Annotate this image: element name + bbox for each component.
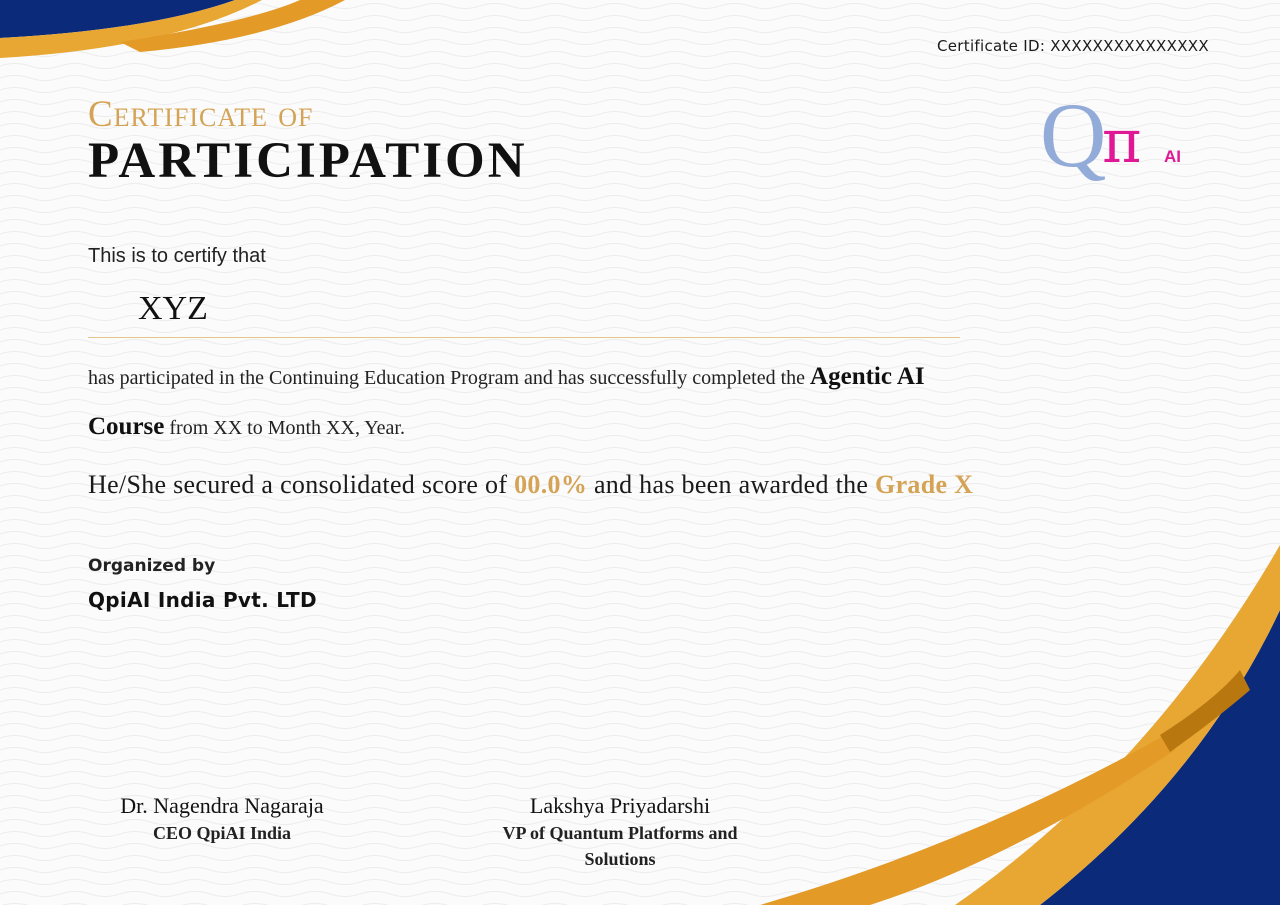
qpiai-logo xyxy=(1040,86,1200,186)
logo-q-letter: Q xyxy=(1040,86,1107,186)
recipient-name: XYZ xyxy=(138,290,208,327)
certify-text: This is to certify that xyxy=(88,245,266,267)
course-date-text: from XX to Month XX, Year. xyxy=(169,417,405,439)
score-text-middle: and has been awarded the xyxy=(593,470,869,499)
signatory-1-title: CEO QpiAI India xyxy=(152,823,292,843)
signatory-2-name: Lakshya Priyadarshi xyxy=(529,793,711,818)
bottom-right-ribbon xyxy=(760,545,1280,905)
organizer-name: QpiAI India Pvt. LTD xyxy=(88,588,317,612)
certificate-title-main: PARTICIPATION xyxy=(88,133,528,189)
score-statement xyxy=(88,470,973,500)
signatory-1 xyxy=(82,792,362,846)
score-text-before: He/She secured a consolidated score of xyxy=(88,470,508,499)
name-underline xyxy=(88,337,960,338)
certificate-title-line1: Certificate of xyxy=(88,94,314,135)
certificate-id: Certificate ID: XXXXXXXXXXXXXXX xyxy=(937,37,1209,55)
signatory-2 xyxy=(470,792,770,872)
participation-text: has participated in the Continuing Education Program and has successfully completed the xyxy=(88,367,806,389)
signatory-2-title-line2: Solutions xyxy=(584,849,656,869)
organized-by-label: Organized by xyxy=(88,556,216,576)
score-value: 00.0% xyxy=(514,470,588,499)
logo-ai-suffix: AI xyxy=(1164,147,1181,166)
course-name-part1: Agentic AI xyxy=(810,363,925,390)
top-left-ribbon xyxy=(0,0,345,58)
signatory-2-title-line1: VP of Quantum Platforms and xyxy=(502,823,738,843)
participation-paragraph-line2 xyxy=(88,413,405,441)
participation-paragraph-line1 xyxy=(88,363,925,391)
course-name-part2: Course xyxy=(88,413,165,440)
grade-value: Grade X xyxy=(875,470,974,499)
signatory-1-name: Dr. Nagendra Nagaraja xyxy=(120,793,324,818)
logo-pi-glyph: π xyxy=(1102,107,1142,177)
